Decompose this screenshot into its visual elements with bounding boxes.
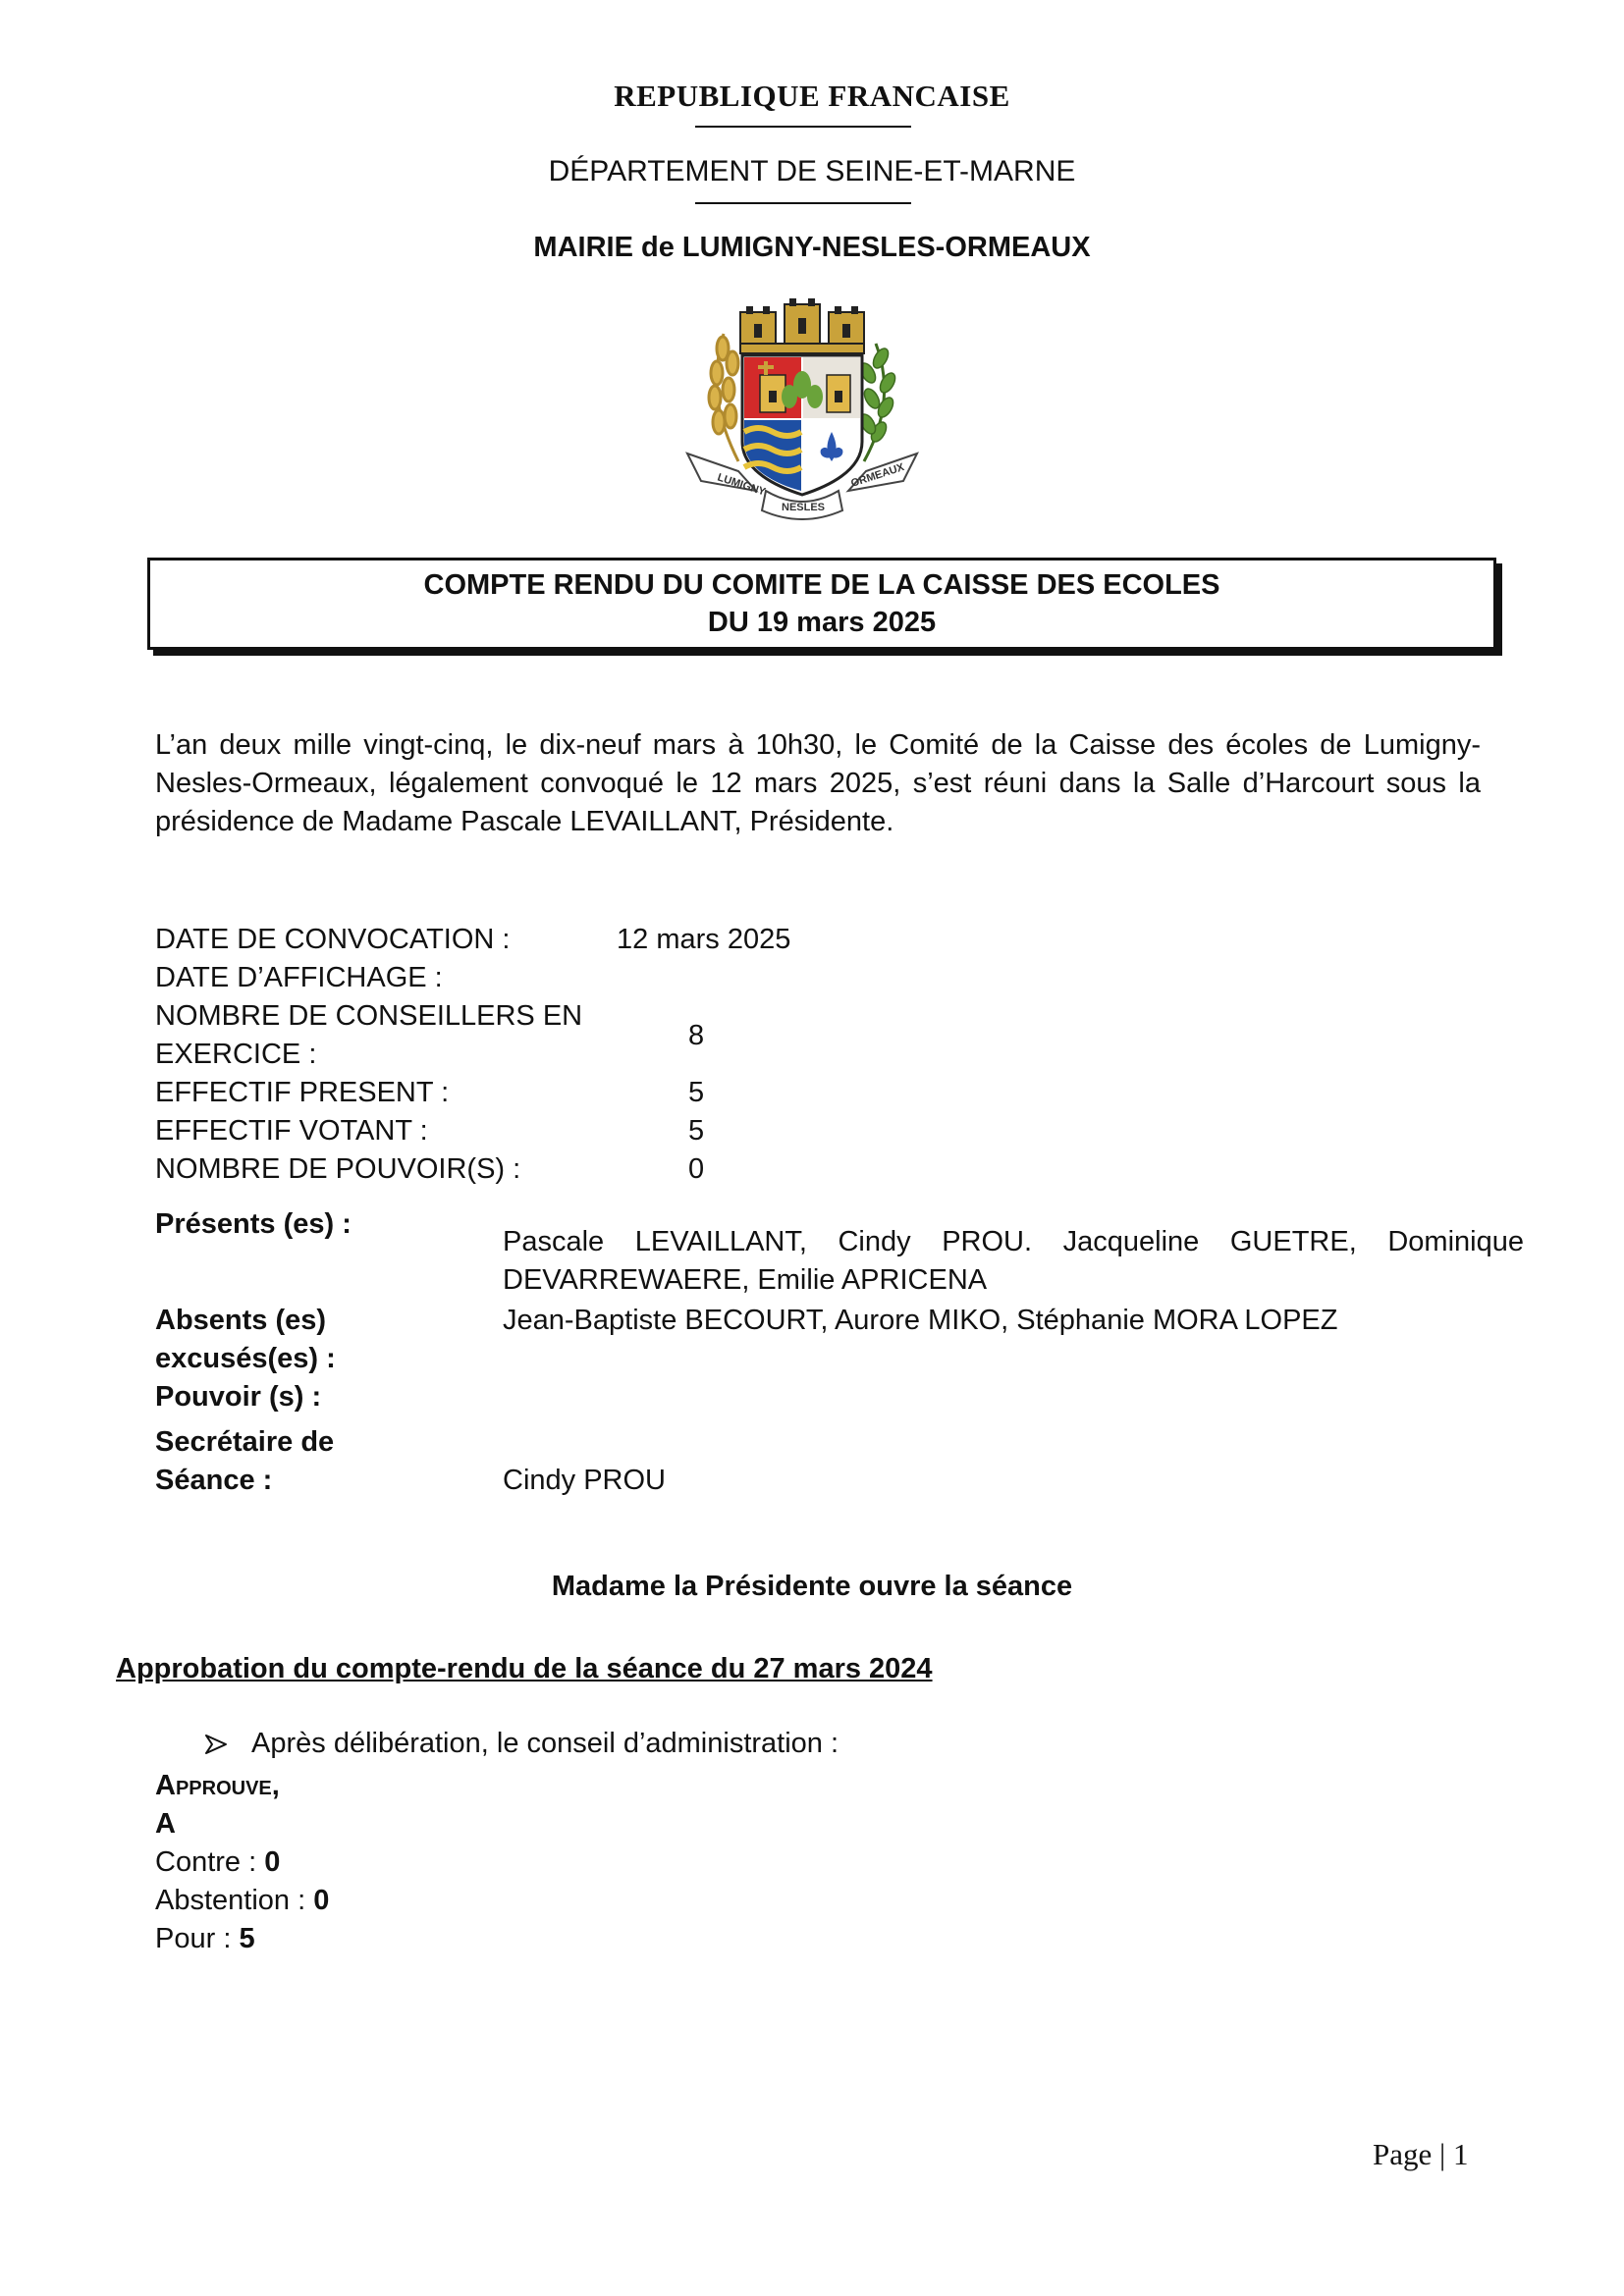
a-label: A [155,1808,176,1840]
present-value: 5 [688,1077,705,1108]
pouvoirs-label: NOMBRE DE POUVOIR(S) : [155,1153,521,1185]
contre-line: Contre : 0 [155,1846,281,1878]
abstention-line: Abstention : 0 [155,1885,330,1916]
conseillers-label: NOMBRE DE CONSEILLERS EN [155,1000,583,1032]
approuve-label: Approuve, [155,1770,280,1801]
absents-value: Jean-Baptiste BECOURT, Aurore MIKO, Stéphanie MORA LOPEZ [503,1305,1338,1336]
conseillers-label-cont: EXERCICE : [155,1039,317,1070]
bullet-text: Après délibération, le conseil d’administration : [251,1728,839,1759]
secretaire-label-cont: Séance : [155,1465,273,1496]
secretaire-label: Secrétaire de [155,1426,335,1458]
presents-label: Présents (es) : [155,1208,352,1240]
page-number: Page | 1 [1373,2137,1469,2171]
arrow-bullet-icon [204,1733,228,1756]
document-title: COMPTE RENDU DU COMITE DE LA CAISSE DES ECOLES [423,569,1220,601]
secretaire-value: Cindy PROU [503,1465,666,1496]
conseillers-value: 8 [688,1020,705,1051]
coat-of-arms-icon [679,294,925,520]
department-heading: DÉPARTEMENT DE SEINE-ET-MARNE [548,155,1076,187]
opening-statement: Madame la Présidente ouvre la séance [551,1571,1073,1602]
title-box [147,558,1496,650]
ribbon-center-text: NESLES [782,502,826,513]
pour-line: Pour : 5 [155,1923,255,1954]
absents-label: Absents (es) [155,1305,327,1336]
bullet-item [204,1728,839,1760]
header-divider [695,126,911,128]
ribbon-right-text: ORMEAUX [849,461,906,490]
header-divider [695,202,911,204]
section-heading: Approbation du compte-rendu de la séance du 27 mars 2024 [116,1653,933,1684]
presents-value: Pascale LEVAILLANT, Cindy PROU. Jacqueline GUETRE, Dominique DEVARREWAERE, Emilie APRICENA [503,1226,1524,1296]
convocation-label: DATE DE CONVOCATION : [155,924,511,955]
ribbon-left-text: LUMIGNY [716,471,768,499]
present-label: EFFECTIF PRESENT : [155,1077,450,1108]
convocation-value: 12 mars 2025 [617,924,791,955]
pouvoirs-value: 0 [688,1153,705,1185]
intro-paragraph: L’an deux mille vingt-cinq, le dix-neuf mars à 10h30, le Comité de la Caisse des écoles de Lumigny-Nesles-Ormeaux, légalement convoqué le 12 mars 2025, s’est réuni dans la Salle d’Harcourt sous la présidence de Madame Pascale LEVAILLANT, Présidente. [155,729,1481,837]
mairie-heading: MAIRIE de LUMIGNY-NESLES-ORMEAUX [533,232,1091,263]
votant-label: EFFECTIF VOTANT : [155,1115,428,1147]
votant-value: 5 [688,1115,705,1147]
affichage-label: DATE D’AFFICHAGE : [155,962,443,993]
republic-heading: REPUBLIQUE FRANCAISE [614,79,1010,113]
absents-label-cont: excusés(es) : [155,1343,336,1374]
document-date: DU 19 mars 2025 [707,607,937,638]
pouvoir-label: Pouvoir (s) : [155,1381,322,1413]
